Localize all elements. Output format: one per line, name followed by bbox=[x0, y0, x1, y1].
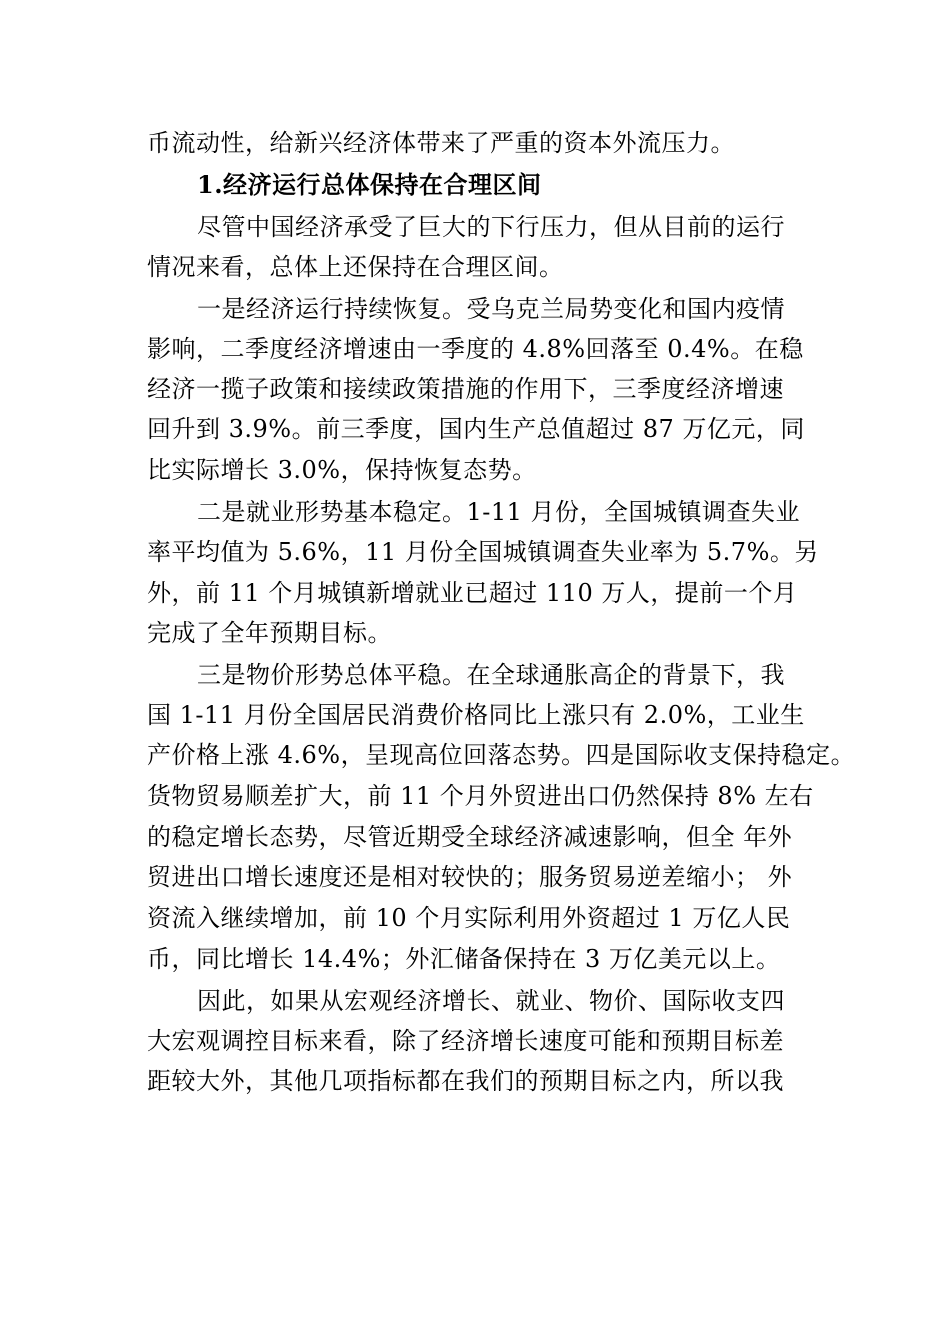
paragraph-continuation-line: 币流动性，给新兴经济体带来了严重的资本外流压力。 bbox=[147, 129, 735, 157]
paragraph-line: 货物贸易顺差扩大，前 11 个月外贸进出口仍然保持 8% 左右 bbox=[147, 782, 814, 810]
paragraph-line: 一是经济运行持续恢复。受乌克兰局势变化和国内疫情 bbox=[197, 295, 785, 323]
paragraph-line: 影响，二季度经济增速由一季度的 4.8%回落至 0.4%。在稳 bbox=[147, 335, 804, 363]
paragraph-line: 产价格上涨 4.6%，呈现高位回落态势。四是国际收支保持稳定。 bbox=[147, 741, 856, 769]
paragraph-line: 因此，如果从宏观经济增长、就业、物价、国际收支四 bbox=[197, 987, 785, 1015]
paragraph-line: 大宏观调控目标来看，除了经济增长速度可能和预期目标差 bbox=[147, 1027, 784, 1055]
paragraph-line: 的稳定增长态势，尽管近期受全球经济减速影响，但全 年外 bbox=[147, 823, 793, 851]
paragraph-line: 尽管中国经济承受了巨大的下行压力，但从目前的运行 bbox=[197, 213, 785, 241]
section-heading: 1.经济运行总体保持在合理区间 bbox=[197, 170, 542, 199]
paragraph-line: 距较大外，其他几项指标都在我们的预期目标之内，所以我 bbox=[147, 1067, 784, 1095]
paragraph-line: 币，同比增长 14.4%；外汇储备保持在 3 万亿美元以上。 bbox=[147, 945, 781, 973]
paragraph-line: 外，前 11 个月城镇新增就业已超过 110 万人，提前一个月 bbox=[147, 579, 798, 607]
paragraph-line: 贸进出口增长速度还是相对较快的；服务贸易逆差缩小； 外 bbox=[147, 863, 793, 891]
paragraph-line: 国 1-11 月份全国居民消费价格同比上涨只有 2.0%，工业生 bbox=[147, 701, 805, 729]
paragraph-line: 比实际增长 3.0%，保持恢复态势。 bbox=[147, 456, 537, 484]
paragraph-line: 回升到 3.9%。前三季度，国内生产总值超过 87 万亿元，同 bbox=[147, 415, 805, 443]
paragraph-line: 完成了全年预期目标。 bbox=[147, 619, 392, 647]
paragraph-line: 情况来看，总体上还保持在合理区间。 bbox=[147, 253, 564, 281]
paragraph-line: 资流入继续增加，前 10 个月实际利用外资超过 1 万亿人民 bbox=[147, 904, 791, 932]
paragraph-line: 经济一揽子政策和接续政策措施的作用下，三季度经济增速 bbox=[147, 375, 784, 403]
paragraph-line: 三是物价形势总体平稳。在全球通胀高企的背景下，我 bbox=[197, 661, 785, 689]
paragraph-line: 二是就业形势基本稳定。1-11 月份，全国城镇调查失业 bbox=[197, 498, 801, 526]
paragraph-line: 率平均值为 5.6%，11 月份全国城镇调查失业率为 5.7%。另 bbox=[147, 538, 819, 566]
